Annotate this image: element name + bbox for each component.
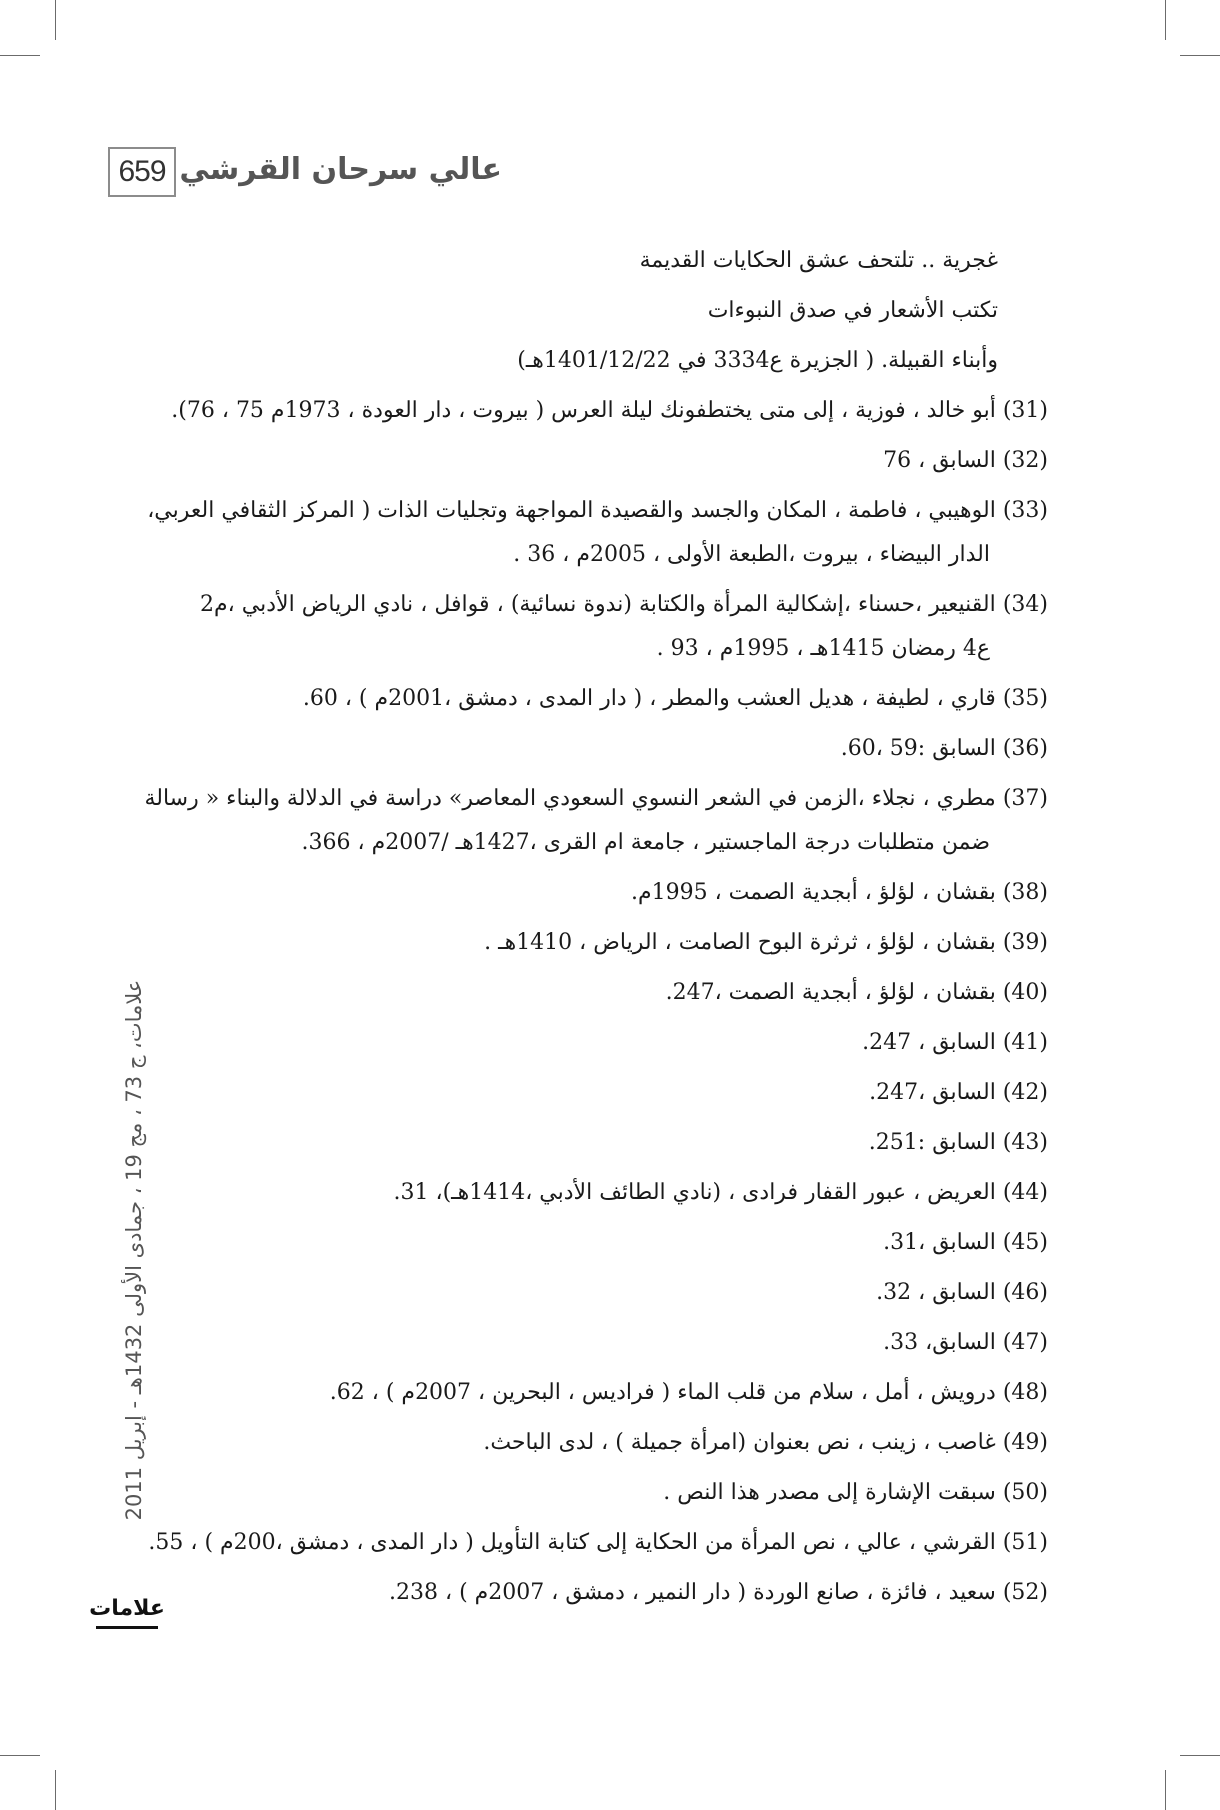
endnote-line: (38) بقشان ، لؤلؤ ، أبجدية الصمت ، 1995م. xyxy=(630,880,1048,905)
endnote-49 xyxy=(200,1428,1048,1458)
journal-logo: علامات xyxy=(96,1590,158,1629)
endnote-line: (33) الوهيبي ، فاطمة ، المكان والجسد والقصيدة المواجهة وتجليات الذات ( المركز الثقافي العربي، xyxy=(147,498,1048,523)
main-text xyxy=(144,246,1048,1628)
crop-mark xyxy=(1180,1755,1220,1756)
endnote-line: (48) درويش ، أمل ، سلام من قلب الماء ( فراديس ، البحرين ، 2007م ) ، 62. xyxy=(329,1380,1048,1405)
endnote-48 xyxy=(200,1378,1048,1408)
endnote-36 xyxy=(200,734,1048,764)
endnote-line: (45) السابق ،31. xyxy=(883,1230,1048,1255)
endnote-39 xyxy=(200,928,1048,958)
endnote-line: ع4 رمضان 1415هـ ، 1995م ، 93 . xyxy=(656,636,990,661)
endnote-line: (37) مطري ، نجلاء ،الزمن في الشعر النسوي السعودي المعاصر» دراسة في الدلالة والبناء « رسالة xyxy=(144,786,1048,811)
crop-mark xyxy=(1180,55,1220,56)
endnote-line: (42) السابق ،247. xyxy=(869,1080,1048,1105)
endnote-32 xyxy=(200,446,1048,476)
endnote-line: (31) أبو خالد ، فوزية ، إلى متى يختطفونك ليلة العرس ( بيروت ، دار العودة ، 1973م 75 ، 76). xyxy=(171,398,1048,423)
endnote-33 xyxy=(147,496,1048,570)
endnote-35 xyxy=(200,684,1048,714)
endnote-line: (47) السابق، 33. xyxy=(883,1330,1048,1355)
crop-mark xyxy=(1165,0,1166,40)
endnote-line: (40) بقشان ، لؤلؤ ، أبجدية الصمت ،247. xyxy=(665,980,1048,1005)
poem-line: وأبناء القبيلة. ( الجزيرة ع3334 في 1401/12/22هـ) xyxy=(517,348,998,373)
endnote-31 xyxy=(171,396,1048,426)
poem-line: غجرية .. تلتحف عشق الحكايات القديمة xyxy=(639,248,998,273)
endnote-line: (50) سبقت الإشارة إلى مصدر هذا النص . xyxy=(663,1480,1048,1505)
endnote-47 xyxy=(200,1328,1048,1358)
endnote-37 xyxy=(144,784,1048,858)
endnote-52 xyxy=(200,1578,1048,1608)
crop-mark xyxy=(1165,1770,1166,1810)
endnote-line: (46) السابق ، 32. xyxy=(876,1280,1048,1305)
endnote-line: (36) السابق :59 ،60. xyxy=(840,736,1048,761)
crop-mark xyxy=(55,0,56,40)
page-number: 659 xyxy=(108,147,176,197)
running-title: عالي سرحان القرشي xyxy=(179,152,502,187)
endnote-41 xyxy=(200,1028,1048,1058)
endnote-line: (51) القرشي ، عالي ، نص المرأة من الحكاية إلى كتابة التأويل ( دار المدى ، دمشق ،200م ) ، 55. xyxy=(148,1530,1048,1555)
endnote-51 xyxy=(148,1528,1048,1558)
endnote-42 xyxy=(200,1078,1048,1108)
endnote-38 xyxy=(200,878,1048,908)
endnote-line: (44) العريض ، عبور القفار فرادى ، (نادي الطائف الأدبي ،1414هـ)، 31. xyxy=(393,1180,1048,1205)
crop-mark xyxy=(0,55,40,56)
endnote-line: (43) السابق :251. xyxy=(868,1130,1048,1155)
endnote-line: (39) بقشان ، لؤلؤ ، ثرثرة البوح الصامت ، الرياض ، 1410هـ . xyxy=(484,930,1048,955)
endnote-46 xyxy=(200,1278,1048,1308)
journal-issue-info: علامات، ج 73 ، مج 19 ، جمادى الأولى 1432هـ - إبريل 2011 xyxy=(122,979,146,1521)
endnote-line: (49) غاصب ، زينب ، نص بعنوان (امرأة جميلة ) ، لدى الباحث. xyxy=(483,1430,1048,1455)
endnote-line: الدار البيضاء ، بيروت ،الطبعة الأولى ، 2005م ، 36 . xyxy=(513,542,990,567)
endnote-line: (34) القنيعير ،حسناء ،إشكالية المرأة والكتابة (ندوة نسائية) ، قوافل ، نادي الرياض الأدبي ،م2 xyxy=(200,592,1048,617)
poem-line: تكتب الأشعار في صدق النبوءات xyxy=(707,298,998,323)
endnote-43 xyxy=(200,1128,1048,1158)
endnote-line: (41) السابق ، 247. xyxy=(862,1030,1048,1055)
endnote-line: ضمن متطلبات درجة الماجستير ، جامعة ام القرى ،1427هـ /2007م ، 366. xyxy=(301,830,990,855)
endnote-40 xyxy=(200,978,1048,1008)
endnote-line: (35) قاري ، لطيفة ، هديل العشب والمطر ، ( دار المدى ، دمشق ،2001م ) ، 60. xyxy=(302,686,1048,711)
crop-mark xyxy=(0,1755,40,1756)
crop-mark xyxy=(55,1770,56,1810)
endnote-44 xyxy=(200,1178,1048,1208)
endnote-45 xyxy=(200,1228,1048,1258)
endnote-34 xyxy=(200,590,1048,664)
endnote-line: (32) السابق ، 76 xyxy=(883,448,1048,473)
endnote-line: (52) سعيد ، فائزة ، صانع الوردة ( دار النمير ، دمشق ، 2007م ) ، 238. xyxy=(389,1580,1048,1605)
endnote-50 xyxy=(200,1478,1048,1508)
